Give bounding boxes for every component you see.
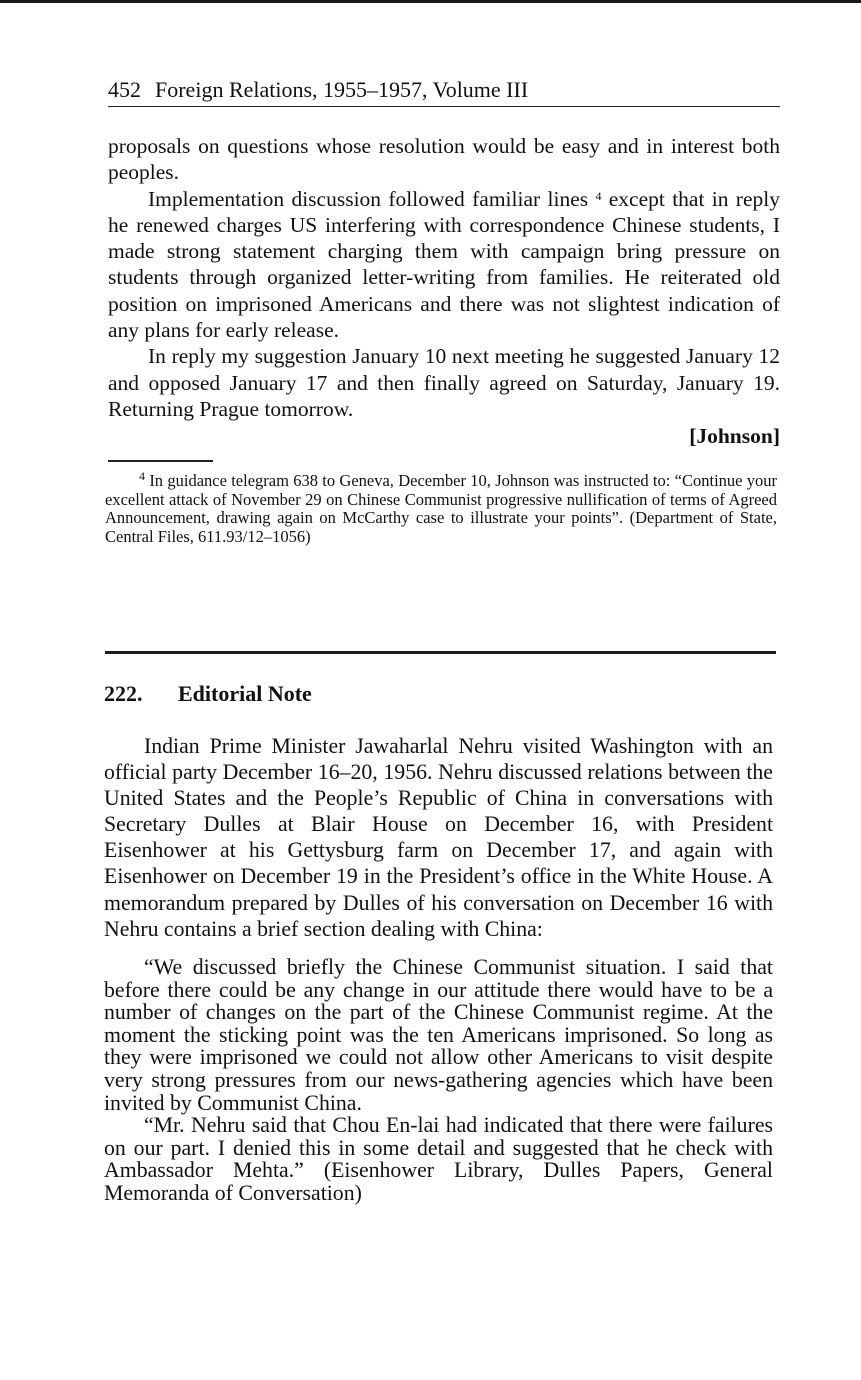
editorial-note-intro [104,733,773,942]
section-heading [104,681,312,707]
memorandum-quote [104,956,773,1205]
footnote-rule [108,460,213,462]
quote-paragraph-1: “We discussed briefly the Chinese Communist situation. I said that before there could be any change in our attitude there would have to be a number of changes on the part of the Chinese Communist regime. At the moment the sticking point was the ten Americans imprisoned. So long as they were imprisoned we could not allow other Americans to visit despite very strong pressures from our news-gathering agencies which have been invited by Communist China. [104,955,773,1115]
implementation-rest: except that in reply he renewed charges US interfering with correspondence Chinese students, I made strong statement charging them with campaign bring pressure on students through organized letter-writing from families. He reiterated old position on imprisoned Americans and there was not slightest indication of any plans for early release. [108,186,780,343]
page-number: 452 [108,77,141,102]
implementation-paragraph [108,186,780,344]
intro-paragraph: Indian Prime Minister Jawaharlal Nehru visited Washington with an official party December 16–20, 1956. Nehru discussed relations between the United States and the People’s Republic of China in conversations with Secretary Dulles at Blair House on December 16, with President Eisenhower at his Gettysburg farm on December 17, and again with Eisenhower on December 19 in the President’s office in the White House. A memorandum prepared by Dulles of his conversation on December 16 with Nehru contains a brief section dealing with China: [104,734,773,941]
footnote [105,469,778,546]
running-header [108,76,780,107]
implementation-lead: Implementation discussion followed familiar lines [148,186,589,211]
running-title: Foreign Relations, 1955–1957, Volume III [155,77,529,102]
signature: [Johnson] [689,424,780,448]
section-number: 222. [104,681,143,706]
continuation-text [108,133,780,422]
footnote-ref: 4 [595,188,602,203]
continuation-paragraph: proposals on questions whose resolution would be easy and in interest both peoples. [108,134,780,185]
footnote-marker: 4 [139,469,145,483]
section-title: Editorial Note [178,681,312,706]
footnote-paragraph [105,469,778,546]
footnote-text: In guidance telegram 638 to Geneva, December 10, Johnson was instructed to: “Continue your excellent attack of November 29 on Chinese Communist progressive nullification of terms of Agreed Announcement, drawing again on McCarthy case to illustrate your points”. (Department of State, Central Files, 611.93/12–1056) [105,471,778,546]
quote-paragraph-2: “Mr. Nehru said that Chou En-lai had indicated that there were failures on our part. I denied this in some detail and suggested that he check with Ambassador Mehta.” (Eisenhower Library, Dulles Papers, General Memoranda of Conversation) [104,1113,773,1205]
section-divider [105,651,776,654]
reply-paragraph: In reply my suggestion January 10 next meeting he suggested January 12 and opposed January 17 and then finally agreed on Saturday, January 19. Returning Prague tomorrow. [108,344,780,421]
page-top-edge [0,0,861,3]
